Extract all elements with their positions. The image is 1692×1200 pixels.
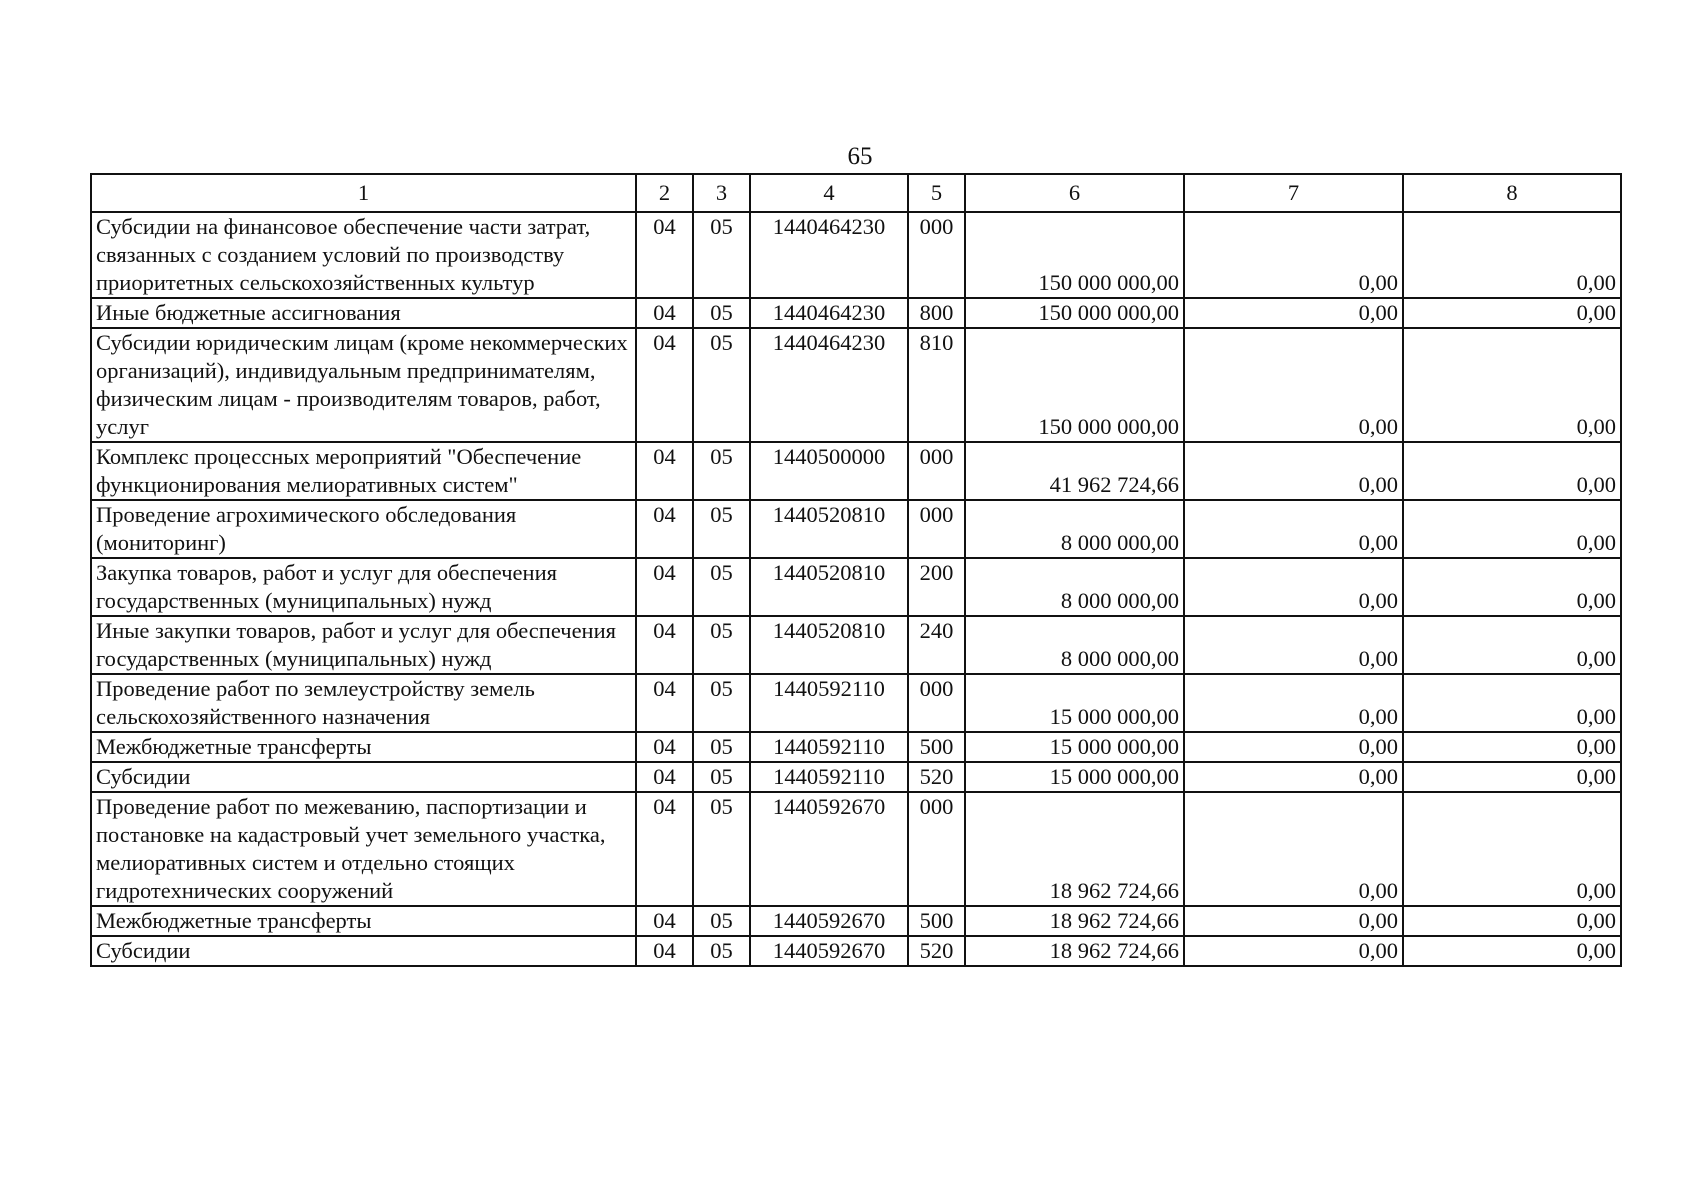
column-header-3: 3 — [693, 174, 750, 212]
row-code-2: 04 — [636, 558, 693, 616]
row-sum-8: 0,00 — [1403, 212, 1621, 298]
budget-table — [90, 173, 1622, 967]
row-code-4: 1440592110 — [750, 674, 908, 732]
column-header-6: 6 — [965, 174, 1184, 212]
table-row — [91, 558, 1621, 616]
row-sum-6: 15 000 000,00 — [965, 762, 1184, 792]
row-sum-7: 0,00 — [1184, 500, 1403, 558]
row-sum-6: 15 000 000,00 — [965, 674, 1184, 732]
row-sum-6: 8 000 000,00 — [965, 616, 1184, 674]
row-sum-8: 0,00 — [1403, 906, 1621, 936]
row-sum-6: 8 000 000,00 — [965, 558, 1184, 616]
row-sum-8: 0,00 — [1403, 500, 1621, 558]
row-code-2: 04 — [636, 732, 693, 762]
row-code-5: 800 — [908, 298, 965, 328]
row-name: Иные бюджетные ассигнования — [91, 298, 636, 328]
row-name: Субсидии — [91, 936, 636, 966]
row-sum-8: 0,00 — [1403, 442, 1621, 500]
row-code-5: 810 — [908, 328, 965, 442]
row-code-4: 1440464230 — [750, 298, 908, 328]
row-code-3: 05 — [693, 558, 750, 616]
row-code-5: 200 — [908, 558, 965, 616]
table-row — [91, 212, 1621, 298]
row-sum-6: 18 962 724,66 — [965, 936, 1184, 966]
row-name: Межбюджетные трансферты — [91, 906, 636, 936]
row-sum-7: 0,00 — [1184, 792, 1403, 906]
row-sum-8: 0,00 — [1403, 674, 1621, 732]
row-code-3: 05 — [693, 328, 750, 442]
row-code-4: 1440592670 — [750, 906, 908, 936]
row-code-4: 1440592110 — [750, 762, 908, 792]
row-sum-7: 0,00 — [1184, 732, 1403, 762]
row-code-4: 1440592670 — [750, 792, 908, 906]
row-code-5: 240 — [908, 616, 965, 674]
row-code-3: 05 — [693, 936, 750, 966]
column-header-7: 7 — [1184, 174, 1403, 212]
row-sum-7: 0,00 — [1184, 442, 1403, 500]
row-sum-7: 0,00 — [1184, 558, 1403, 616]
column-header-5: 5 — [908, 174, 965, 212]
column-header-2: 2 — [636, 174, 693, 212]
table-row — [91, 328, 1621, 442]
row-name: Комплекс процессных мероприятий "Обеспечение функционирования мелиоративных систем" — [91, 442, 636, 500]
row-sum-6: 8 000 000,00 — [965, 500, 1184, 558]
row-code-2: 04 — [636, 212, 693, 298]
row-code-3: 05 — [693, 298, 750, 328]
table-row — [91, 732, 1621, 762]
row-code-2: 04 — [636, 792, 693, 906]
row-code-3: 05 — [693, 616, 750, 674]
column-header-8: 8 — [1403, 174, 1621, 212]
row-code-4: 1440464230 — [750, 328, 908, 442]
table-row — [91, 674, 1621, 732]
row-code-3: 05 — [693, 762, 750, 792]
row-code-2: 04 — [636, 906, 693, 936]
row-name: Межбюджетные трансферты — [91, 732, 636, 762]
row-code-5: 500 — [908, 906, 965, 936]
row-name: Субсидии юридическим лицам (кроме некоммерческих организаций), индивидуальным предпринимателям, физическим лицам - производителям товаров, работ, услуг — [91, 328, 636, 442]
row-code-3: 05 — [693, 674, 750, 732]
row-code-3: 05 — [693, 212, 750, 298]
row-code-3: 05 — [693, 500, 750, 558]
row-code-5: 000 — [908, 212, 965, 298]
row-sum-7: 0,00 — [1184, 298, 1403, 328]
row-sum-6: 150 000 000,00 — [965, 212, 1184, 298]
table-row — [91, 792, 1621, 906]
row-code-3: 05 — [693, 792, 750, 906]
table-row — [91, 936, 1621, 966]
row-code-4: 1440500000 — [750, 442, 908, 500]
row-sum-6: 18 962 724,66 — [965, 792, 1184, 906]
row-code-5: 000 — [908, 442, 965, 500]
row-code-5: 000 — [908, 674, 965, 732]
row-sum-8: 0,00 — [1403, 732, 1621, 762]
row-name: Иные закупки товаров, работ и услуг для обеспечения государственных (муниципальных) нужд — [91, 616, 636, 674]
row-sum-7: 0,00 — [1184, 616, 1403, 674]
row-name: Субсидии на финансовое обеспечение части затрат, связанных с созданием условий по производству приоритетных сельскохозяйственных культур — [91, 212, 636, 298]
row-sum-8: 0,00 — [1403, 762, 1621, 792]
row-name: Закупка товаров, работ и услуг для обеспечения государственных (муниципальных) нужд — [91, 558, 636, 616]
row-code-4: 1440520810 — [750, 616, 908, 674]
row-code-2: 04 — [636, 500, 693, 558]
row-code-2: 04 — [636, 936, 693, 966]
table-row — [91, 762, 1621, 792]
row-name: Проведение агрохимического обследования (мониторинг) — [91, 500, 636, 558]
row-code-3: 05 — [693, 442, 750, 500]
column-header-1: 1 — [91, 174, 636, 212]
row-code-5: 520 — [908, 762, 965, 792]
header-row — [91, 174, 1621, 212]
row-sum-7: 0,00 — [1184, 762, 1403, 792]
table-row — [91, 298, 1621, 328]
table-row — [91, 442, 1621, 500]
row-sum-7: 0,00 — [1184, 936, 1403, 966]
row-code-4: 1440592110 — [750, 732, 908, 762]
row-sum-7: 0,00 — [1184, 328, 1403, 442]
row-sum-6: 15 000 000,00 — [965, 732, 1184, 762]
row-name: Проведение работ по землеустройству земель сельскохозяйственного назначения — [91, 674, 636, 732]
row-code-5: 520 — [908, 936, 965, 966]
row-code-2: 04 — [636, 328, 693, 442]
row-code-5: 500 — [908, 732, 965, 762]
row-sum-7: 0,00 — [1184, 674, 1403, 732]
table-row — [91, 500, 1621, 558]
row-code-4: 1440592670 — [750, 936, 908, 966]
table-row — [91, 616, 1621, 674]
row-sum-7: 0,00 — [1184, 906, 1403, 936]
row-name: Субсидии — [91, 762, 636, 792]
row-sum-6: 41 962 724,66 — [965, 442, 1184, 500]
row-code-4: 1440520810 — [750, 500, 908, 558]
page-number: 65 — [847, 143, 873, 170]
row-code-4: 1440520810 — [750, 558, 908, 616]
row-code-4: 1440464230 — [750, 212, 908, 298]
row-code-3: 05 — [693, 906, 750, 936]
row-sum-8: 0,00 — [1403, 328, 1621, 442]
row-sum-6: 150 000 000,00 — [965, 328, 1184, 442]
row-sum-8: 0,00 — [1403, 298, 1621, 328]
row-code-2: 04 — [636, 442, 693, 500]
row-sum-8: 0,00 — [1403, 558, 1621, 616]
row-code-2: 04 — [636, 616, 693, 674]
row-code-2: 04 — [636, 674, 693, 732]
row-sum-8: 0,00 — [1403, 616, 1621, 674]
row-code-3: 05 — [693, 732, 750, 762]
row-name: Проведение работ по межеванию, паспортизации и постановке на кадастровый учет земельного участка, мелиоративных систем и отдельно стоящих гидротехнических сооружений — [91, 792, 636, 906]
column-header-4: 4 — [750, 174, 908, 212]
table-body — [91, 212, 1621, 966]
row-code-5: 000 — [908, 792, 965, 906]
row-sum-6: 150 000 000,00 — [965, 298, 1184, 328]
row-sum-6: 18 962 724,66 — [965, 906, 1184, 936]
table-header — [91, 174, 1621, 212]
row-code-5: 000 — [908, 500, 965, 558]
row-sum-8: 0,00 — [1403, 792, 1621, 906]
row-code-2: 04 — [636, 762, 693, 792]
row-sum-7: 0,00 — [1184, 212, 1403, 298]
table-row — [91, 906, 1621, 936]
row-sum-8: 0,00 — [1403, 936, 1621, 966]
row-code-2: 04 — [636, 298, 693, 328]
